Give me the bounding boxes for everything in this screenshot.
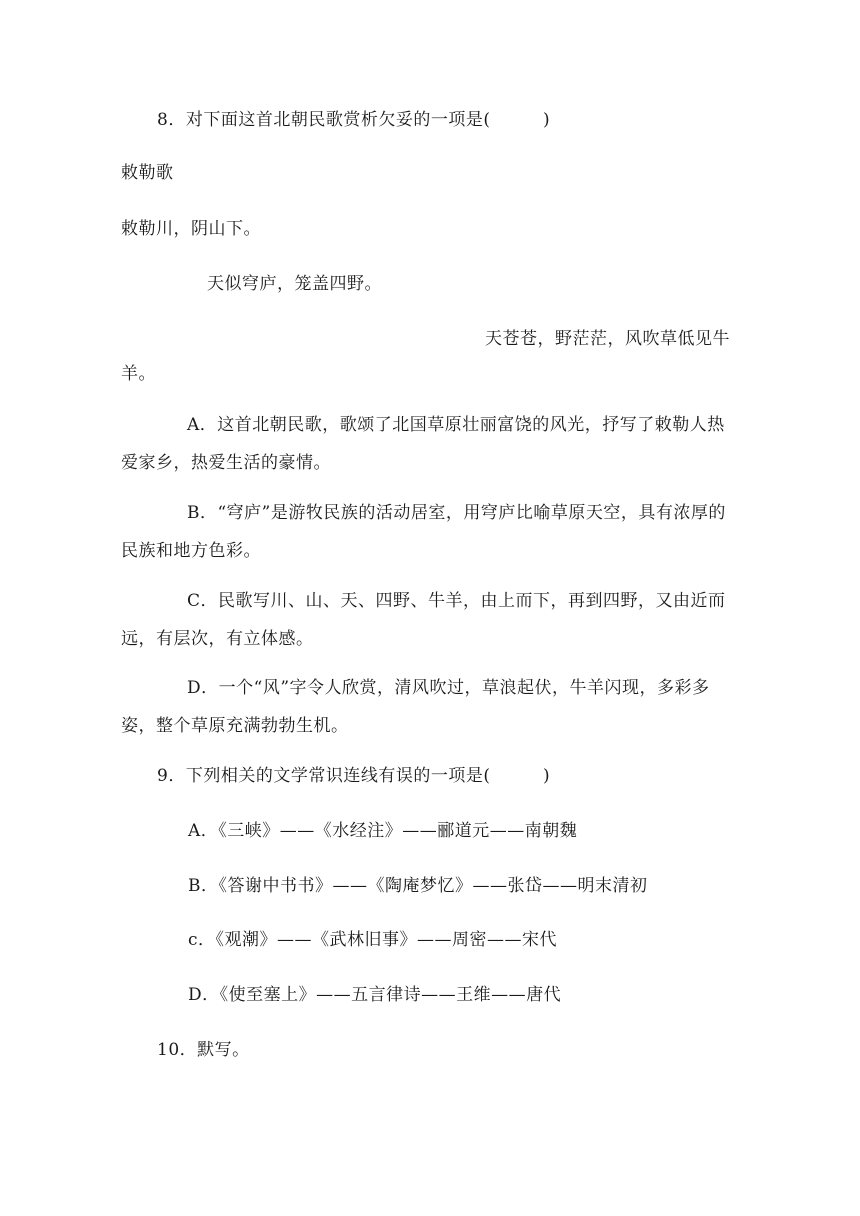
question-9-option-b: B．《答谢中书书》——《陶庵梦忆》——张岱——明末清初 [188,876,648,896]
question-8-option-a: A．这首北朝民歌，歌颂了北国草原壮丽富饶的风光，抒写了敕勒人热爱家乡，热爱生活的豪情。 [121,415,725,473]
poem-line-3: 天苍苍，野茫茫，风吹草低见牛 [485,329,730,349]
question-9-option-a: A．《三峡》——《水经注》——郦道元——南朝魏 [188,821,578,841]
poem-title: 敕勒歌 [121,163,174,183]
question-9-option-c: c．《观潮》——《武林旧事》——周密——宋代 [188,930,558,950]
question-8-option-c: C．民歌写川、山、天、四野、牛羊，由上而下，再到四野，又由近而远，有层次，有立体感。 [121,591,726,649]
question-9-stem: 9．下列相关的文学常识连线有误的一项是( ) [157,766,551,786]
question-8-option-b: B．“穹庐”是游牧民族的活动居室，用穹庐比喻草原天空，具有浓厚的民族和地方色彩。 [121,503,726,561]
poem-line-1: 敕勒川，阴山下。 [121,219,261,239]
poem-line-2: 天似穹庐，笼盖四野。 [207,274,382,294]
question-9-option-d: D．《使至塞上》——五言律诗——王维——唐代 [188,985,562,1005]
question-10-stem: 10．默写。 [157,1040,250,1060]
poem-line-3-continued: 羊。 [121,364,156,384]
question-8-option-d: D．一个“风”字令人欣赏，清风吹过，草浪起伏，牛羊闪现，多彩多姿，整个草原充满勃勃生机。 [121,678,710,736]
question-8-stem: 8．对下面这首北朝民歌赏析欠妥的一项是( ) [157,110,551,130]
